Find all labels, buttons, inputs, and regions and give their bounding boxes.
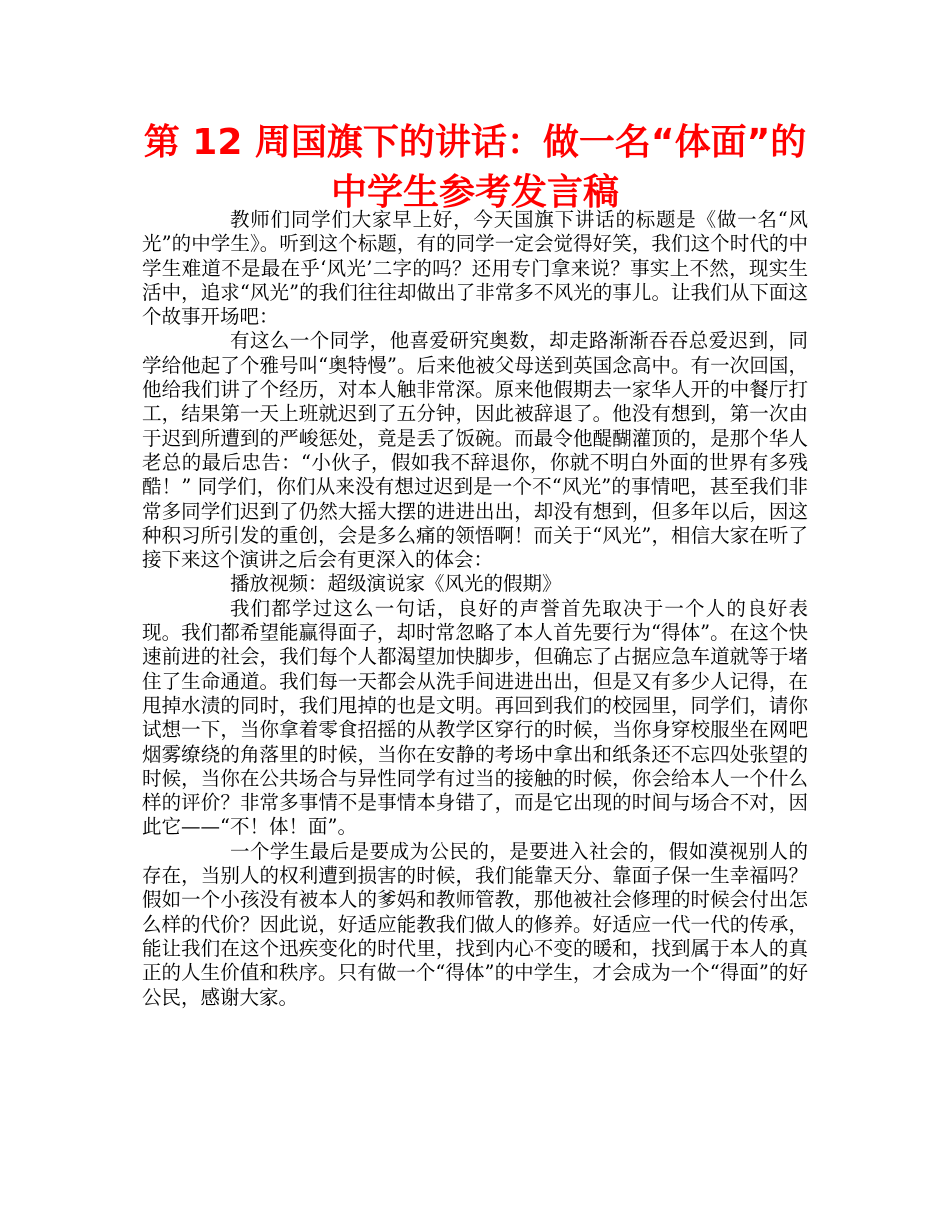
document-title xyxy=(140,118,810,218)
title-line-2: 中学生参考发言稿 xyxy=(330,172,619,213)
paragraph-1: 教师们同学们大家早上好，今天国旗下讲话的标题是《做一名“风光”的中学生》。听到这个标题，有的同学一定会觉得好笑，我们这个时代的中学生难道不是最在乎‘风光’二字的吗？还用专门拿来说？事实上不然，现实生活中，追求“风光”的我们往往却做出了非常多不风光的事儿。让我们从下面这个故事开场吧： xyxy=(142,208,808,329)
paragraph-3: 播放视频：超级演说家《风光的假期》 xyxy=(230,572,562,596)
title-line-1: 第 12 周国旗下的讲话：做一名“体面”的 xyxy=(143,122,807,163)
paragraph-5: 一个学生最后是要成为公民的，是要进入社会的，假如漠视别人的存在，当别人的权利遭到损害的时候，我们能靠天分、靠面子保一生幸福吗？假如一个小孩没有被本人的爹妈和教师管教，那他被社会修理的时候会付出怎么样的代价？因此说，好适应能教我们做人的修养。好适应一代一代的传承，能让我们在这个迅疾变化的时代里，找到内心不变的暖和，找到属于本人的真正的人生价值和秩序。只有做一个“得体”的中学生，才会成为一个“得面”的好公民，感谢大家。 xyxy=(142,839,808,1009)
document-body xyxy=(142,208,808,1010)
paragraph-2: 有这么一个同学，他喜爱研究奥数，却走路渐渐吞吞总爱迟到，同学给他起了个雅号叫“奥特慢”。后来他被父母送到英国念高中。有一次回国，他给我们讲了个经历，对本人触非常深。原来他假期去一家华人开的中餐厅打工，结果第一天上班就迟到了五分钟，因此被辞退了。他没有想到，第一次由于迟到所遭到的严峻惩处，竟是丢了饭碗。而最令他醍醐灌顶的，是那个华人老总的最后忠告：“小伙子，假如我不辞退你，你就不明白外面的世界有多残酷！” 同学们，你们从来没有想过迟到是一个不“风光”的事情吧，甚至我们非常多同学们迟到了仍然大摇大摆的进进出出，却没有想到，但多年以后，因这种积习所引发的重创，会是多么痛的领悟啊！而关于“风光”，相信大家在听了接下来这个演讲之后会有更深入的体会： xyxy=(142,329,808,572)
paragraph-4: 我们都学过这么一句话，良好的声誉首先取决于一个人的良好表现。我们都希望能赢得面子，却时常忽略了本人首先要行为“得体”。在这个快速前进的社会，我们每个人都渴望加快脚步，但确忘了占据应急车道就等于堵住了生命通道。我们每一天都会从洗手间进进出出，但是又有多少人记得，在甩掉水渍的同时，我们甩掉的也是文明。再回到我们的校园里，同学们，请你试想一下，当你拿着零食招摇的从教学区穿行的时候，当你身穿校服坐在网吧烟雾缭绕的角落里的时候，当你在安静的考场中拿出和纸条还不忘四处张望的时候，当你在公共场合与异性同学有过当的接触的时候，你会给本人一个什么样的评价？非常多事情不是事情本身错了，而是它出现的时间与场合不对，因此它——“不！体！面”。 xyxy=(142,596,808,839)
